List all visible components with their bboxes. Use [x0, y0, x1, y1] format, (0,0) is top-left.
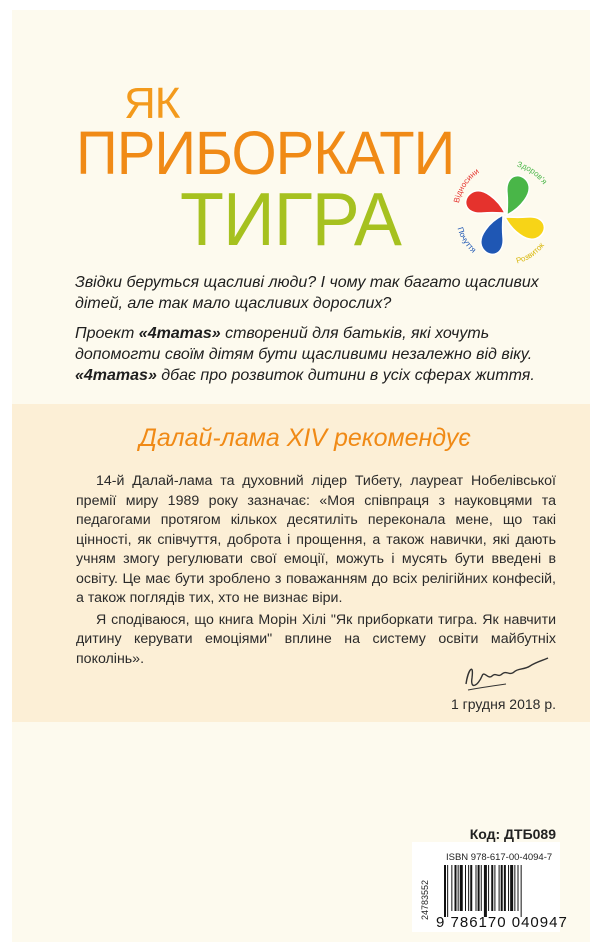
barcode-bar [514, 865, 515, 911]
blue-heart-icon [481, 215, 503, 254]
barcode-bar [499, 865, 500, 911]
quote-paragraph-2: Я сподіваюся, що книга Морін Хілі "Як приборкати тигра. Як навчити дитину керувати емоціями" вплине на систему освіти майбутніх поколінь». [76, 611, 556, 667]
brand-name: «4mamas» [138, 325, 221, 342]
quote-paragraph-1: 14-й Далай-лама та духовний лідер Тибету, лауреат Нобелівської премії миру 1989 року зазначає: «Моя співпраця з науковцями та педагогами протягом кількох десятиліть переконала мене, що такі цінності, як співчуття, доброта і прощення, а також навички, які дають учням змогу регулювати свої емоції, можуть і мусять бути введені в освіту. Це має бути зроблено з поважанням до всіх релігійних конфесій, а також поглядів тих, хто не визнає віри. [76, 473, 556, 606]
barcode-bar [518, 865, 519, 911]
barcode-bar [491, 865, 493, 911]
barcode-bar [451, 865, 452, 911]
barcode-bar [476, 865, 477, 911]
barcode-bar [504, 865, 506, 911]
barcode-bar [460, 865, 463, 911]
barcode-bar [481, 865, 482, 911]
care-suffix: дбає про розвиток дитини в усіх сферах життя. [156, 367, 535, 384]
logo-word-feelings: Почуття [455, 226, 478, 255]
signature-image [448, 650, 558, 700]
intro-text [75, 272, 575, 395]
isbn-label: ISBN 978-617-00-4094-7 [446, 852, 553, 863]
barcode-bar [470, 865, 472, 911]
title-line-1: ЯК [124, 79, 180, 128]
quote-date: 1 грудня 2018 р. [450, 696, 556, 712]
logo-word-development: Розвиток [515, 240, 546, 266]
title-line-2: ПРИБОРКАТИ [76, 119, 455, 188]
barcode-bar [458, 865, 459, 911]
barcode-bar [447, 865, 448, 917]
title-line-3: ТИГРА [180, 178, 401, 262]
barcode-bar [508, 865, 509, 911]
barcode-bar [494, 865, 495, 911]
scan-edge-top [0, 0, 600, 10]
svg-text:Розвиток [515, 240, 546, 265]
barcode-bar [510, 865, 513, 911]
barcode-bar [501, 865, 503, 911]
barcode-bar [484, 865, 487, 917]
4mamas-hearts-logo [440, 150, 570, 280]
side-code-label [418, 858, 432, 922]
logo-word-relations: Відносини [451, 166, 481, 204]
svg-text:Почуття [456, 226, 478, 255]
scan-edge-bottom [0, 942, 600, 950]
brand-name-2: «4mamas» [75, 367, 157, 384]
logo-word-health: Здоров'я [516, 159, 549, 187]
intro-question: Звідки беруться щасливі люди? І чому так багато щасливих дітей, але так мало щасливих дорослих? [75, 274, 539, 312]
barcode-bar [455, 865, 457, 911]
barcode-bar [444, 865, 446, 917]
project-suffix: створений для батьків, які хочуть допомогти своїм дітям бути щасливими незалежно від віку. [75, 325, 533, 363]
green-heart-icon [507, 176, 529, 215]
barcode-number: 9 786170 040947 [436, 914, 568, 931]
project-prefix: Проект [75, 325, 139, 342]
recommendation-heading: Далай-лама XIV рекомендує [139, 424, 471, 452]
scan-edge-left [0, 0, 12, 950]
svg-text:24783552: 24783552 [420, 879, 430, 920]
intro-project [75, 323, 575, 386]
red-heart-icon [466, 191, 505, 213]
recommendation-text [76, 472, 556, 671]
barcode-bar [468, 865, 469, 911]
barcode-bar [488, 865, 489, 911]
scan-edge-right [590, 0, 600, 950]
yellow-heart-icon [505, 217, 544, 239]
product-code: Код: ДТБ089 [469, 826, 556, 842]
isbn-barcode [442, 865, 556, 917]
barcode-bar [465, 865, 466, 911]
barcode-bar [521, 865, 522, 917]
barcode-bar [478, 865, 480, 911]
